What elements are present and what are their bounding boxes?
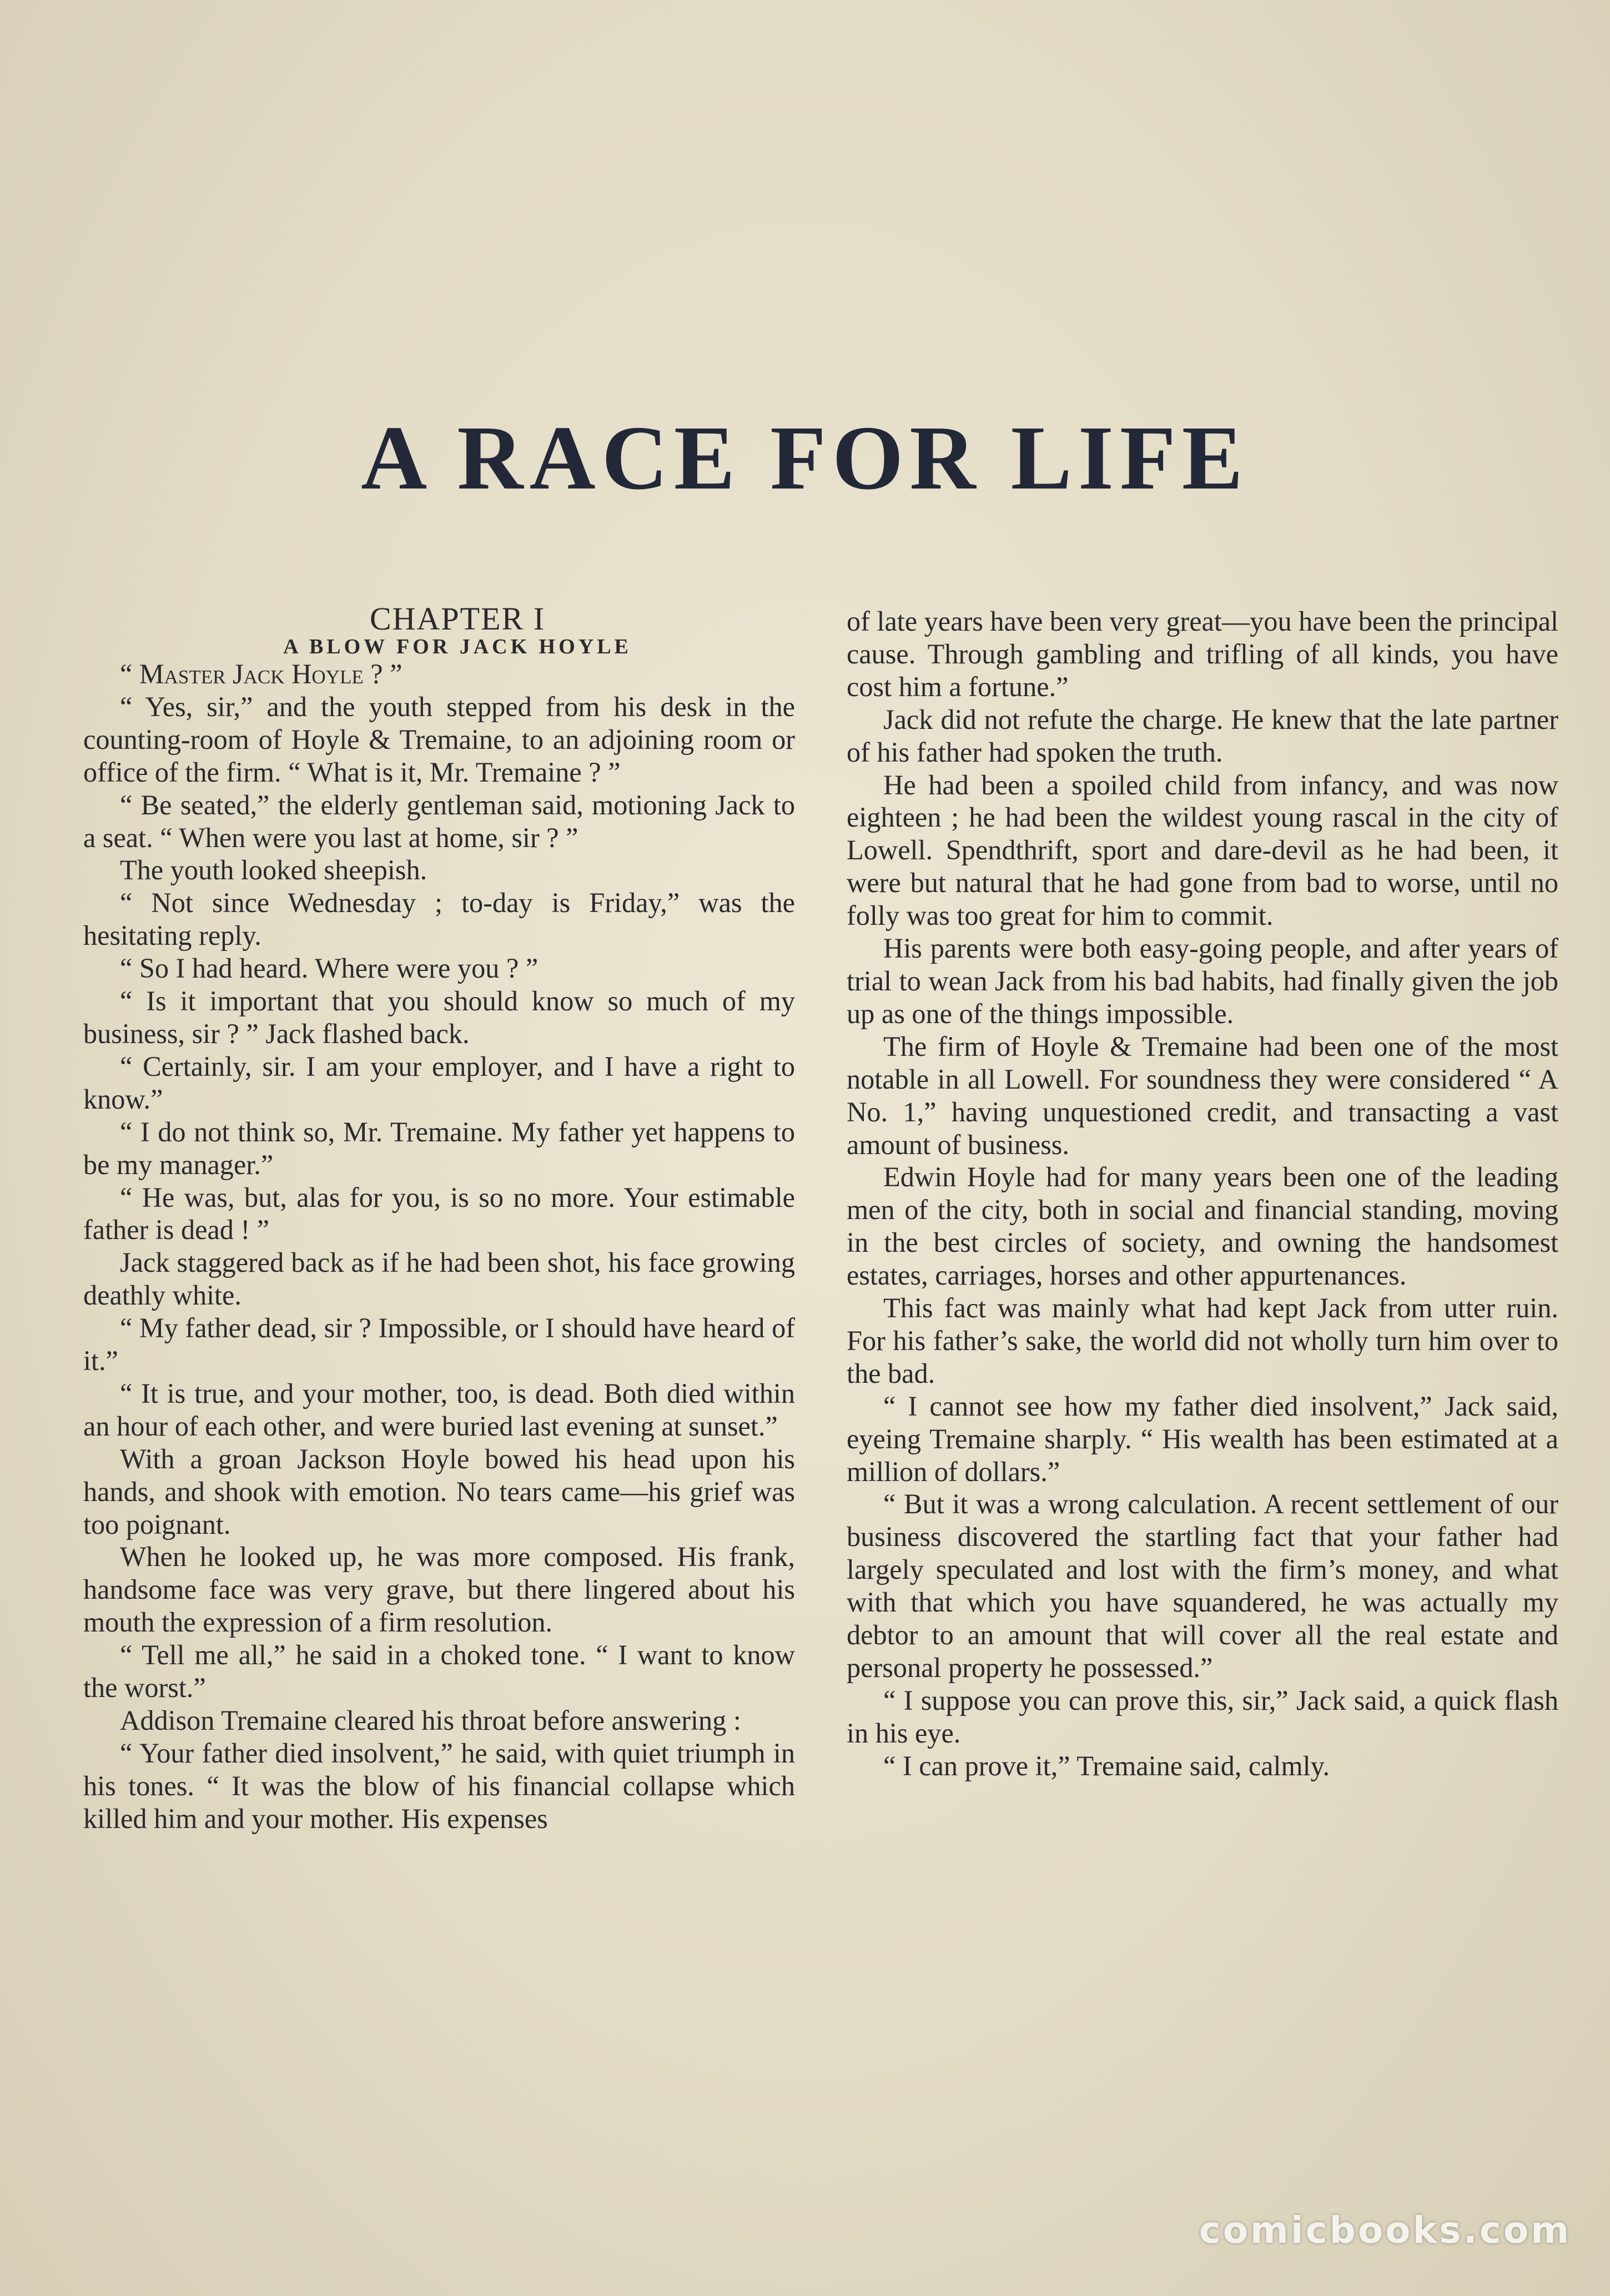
paragraph: “ I suppose you can prove this, sir,” Jack said, a quick flash in his eye. [847, 1684, 1558, 1749]
left-column [83, 602, 795, 1835]
chapter-subheading: A BLOW FOR JACK HOYLE [283, 635, 632, 658]
paragraph: Addison Tremaine cleared his throat before answering : [120, 1705, 741, 1736]
paragraph: This fact was mainly what had kept Jack from utter ruin. For his father’s sake, the world did not wholly turn him over to the bad. [847, 1292, 1558, 1389]
chapter-heading: CHAPTER I [369, 601, 546, 637]
paragraph: “ Yes, sir,” and the youth stepped from his desk in the counting-room of Hoyle & Tremaine, to an adjoining room or office of the firm. “ What is it, Mr. Tremaine ? ” [83, 691, 795, 788]
paragraph: The youth looked sheepish. [120, 854, 427, 886]
paragraph: When he looked up, he was more composed. His frank, handsome face was very grave, but there lingered about his mouth the expression of a firm resolution. [83, 1541, 795, 1638]
paragraph: Jack did not refute the charge. He knew that the late partner of his father had spoken the truth. [847, 703, 1558, 768]
paragraph: “ Master Jack Hoyle ? ” [120, 658, 402, 689]
paragraph: His parents were both easy-going people, and after years of trial to wean Jack from his bad habits, had finally given the job up as one of the things impossible. [847, 933, 1558, 1029]
paragraph: “ Tell me all,” he said in a choked tone. “ I want to know the worst.” [83, 1639, 795, 1704]
paragraph: “ Is it important that you should know so much of my business, sir ? ” Jack flashed back. [83, 985, 795, 1049]
paragraph: “ I can prove it,” Tremaine said, calmly. [883, 1750, 1330, 1781]
paragraph: “ I cannot see how my father died insolvent,” Jack said, eyeing Tremaine sharply. “ His wealth has been estimated at a million of dollars.” [847, 1390, 1558, 1487]
paragraph: “ Certainly, sir. I am your employer, and I have a right to know.” [83, 1050, 795, 1115]
watermark: comicbooks.com [1199, 2209, 1571, 2252]
paragraph: “ So I had heard. Where were you ? ” [120, 953, 539, 984]
paragraph: “ It is true, and your mother, too, is dead. Both died within an hour of each other, and were buried last evening at sunset.” [83, 1377, 795, 1442]
paragraph: The firm of Hoyle & Tremaine had been one of the most notable in all Lowell. For soundness they were considered “ A No. 1,” having unquestioned credit, and transacting a vast amount of business. [847, 1030, 1558, 1160]
paragraph: “ I do not think so, Mr. Tremaine. My father yet happens to be my manager.” [83, 1116, 795, 1180]
paragraph: “ Not since Wednesday ; to-day is Friday,” was the hesitating reply. [83, 887, 795, 951]
paragraph: He had been a spoiled child from infancy, and was now eighteen ; he had been the wildest young rascal in the city of Lowell. Spendthrift, sport and dare-devil as he had been, it were but natural that he had gone from bad to worse, until no folly was too great for him to commit. [847, 769, 1558, 932]
paragraph: “ Be seated,” the elderly gentleman said, motioning Jack to a seat. “ When were you last at home, sir ? ” [83, 789, 795, 853]
paragraph: “ He was, but, alas for you, is so no more. Your estimable father is dead ! ” [83, 1181, 795, 1246]
right-column [847, 605, 1558, 1783]
paragraph: Jack staggered back as if he had been shot, his face growing deathly white. [83, 1247, 795, 1311]
paragraph: Edwin Hoyle had for many years been one of the leading men of the city, both in social and financial standing, moving in the best circles of society, and owning the handsomest estates, carriages, horses and other appurtenances. [847, 1161, 1558, 1291]
paragraph: With a groan Jackson Hoyle bowed his head upon his hands, and shook with emotion. No tears came—his grief was too poignant. [83, 1443, 795, 1540]
paragraph-continued: of late years have been very great—you have been the principal cause. Through gambling and trifling of all kinds, you have cost him a fortune.” [847, 606, 1558, 702]
paragraph: “ Your father died insolvent,” he said, with quiet triumph in his tones. “ It was the blow of his financial collapse which killed him and your mother. His expenses [83, 1737, 795, 1834]
story-title: A RACE FOR LIFE [361, 407, 1249, 508]
paragraph: “ My father dead, sir ? Impossible, or I should have heard of it.” [83, 1312, 795, 1377]
paragraph: “ But it was a wrong calculation. A recent settlement of our business discovered the startling fact that your father had largely speculated and lost with the firm’s money, and what with that which you have squandered, he was actually my debtor to an amount that will cover all the real estate and personal property he possessed.” [847, 1488, 1558, 1683]
